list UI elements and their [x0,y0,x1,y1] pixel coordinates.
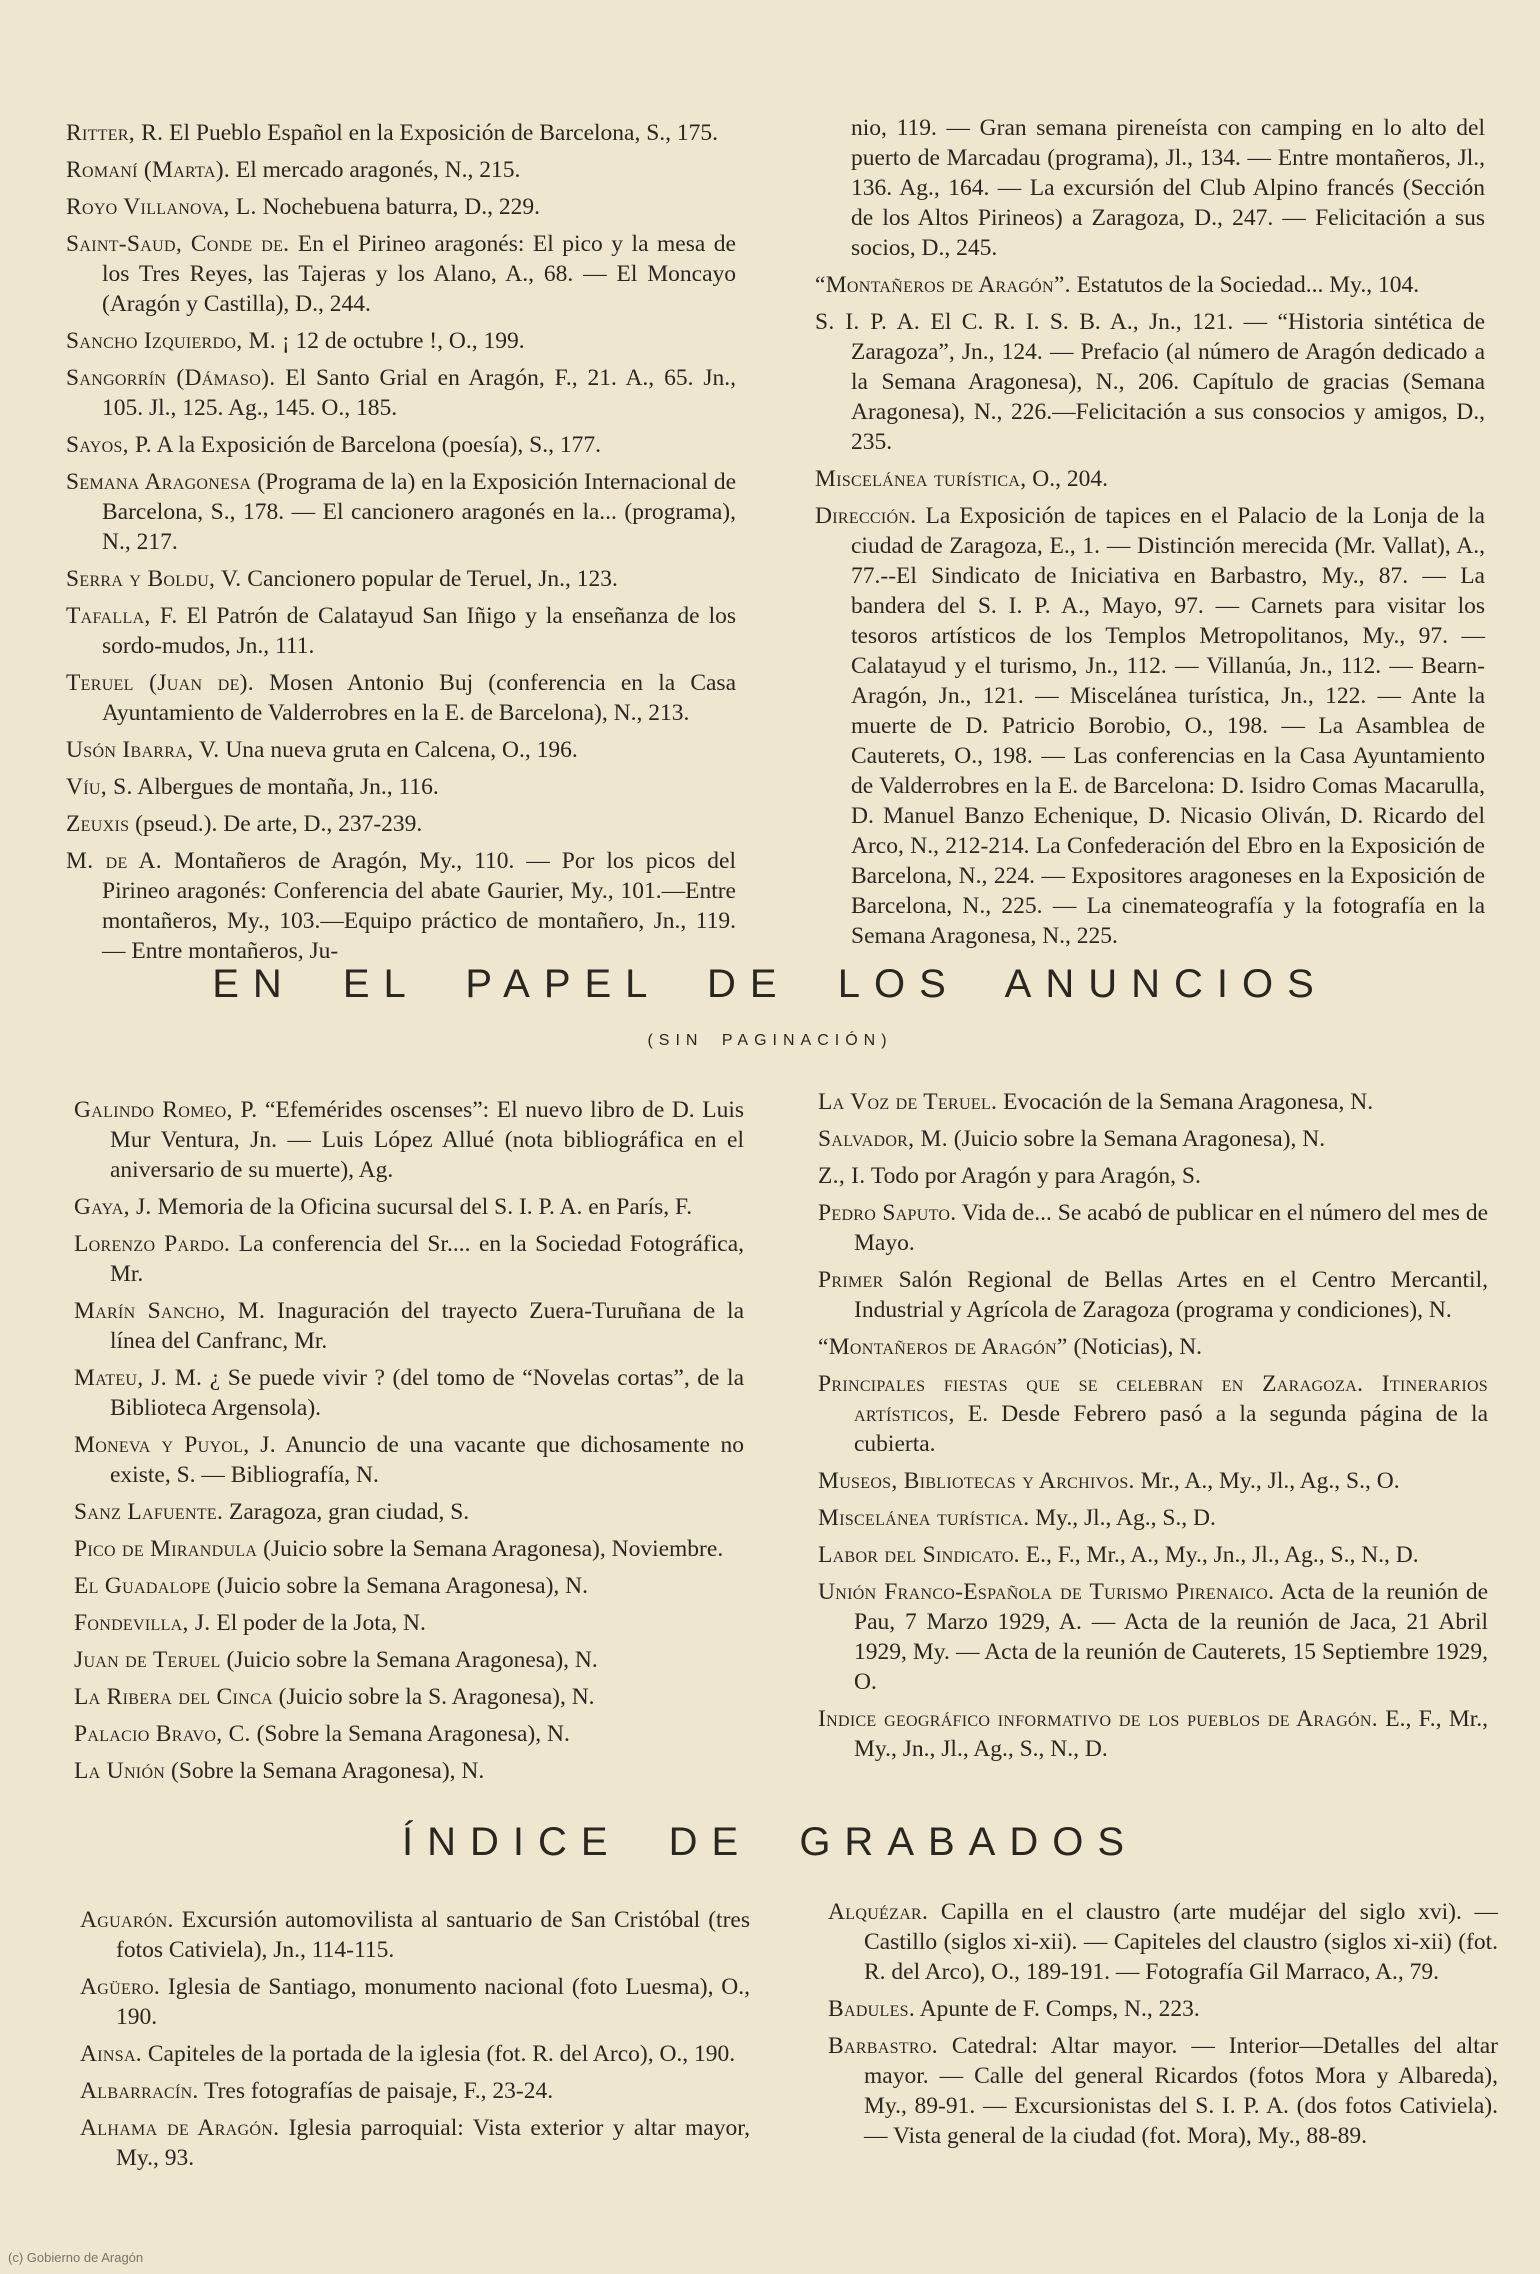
grabados-right-column [828,1897,1498,2158]
index-entry [80,1905,750,1965]
entry-text: Capilla en el claustro (arte mudéjar del siglo xvi). — Castillo (siglos xi-xii). — Capiteles del claustro (siglos xi-xii) (fot. R. del Arco), O., 189-191. — Fotografía Gil Marraco, A., 79. [864,1899,1498,1985]
index-entry [74,1296,744,1356]
entry-headword: Galindo Romeo, P. [74,1097,258,1123]
entry-text: (Sobre la Semana Aragonesa), N. [250,1721,570,1747]
index-entry [74,1756,744,1786]
entry-text: Nochebuena baturra, D., 229. [256,194,540,220]
entry-text: El Patrón de Calatayud San Iñigo y la enseñanza de los sordo-mudos, Jn., 111. [102,603,736,659]
entry-text: My., Jl., Ag., S., D. [1029,1505,1216,1531]
index-entry [818,1369,1488,1459]
entry-text: Zaragoza, gran ciudad, S. [223,1499,470,1525]
index-entry [74,1534,744,1564]
index-entry [74,1363,744,1423]
entry-text: ¿ Se puede vivir ? (del tomo de “Novelas cortas”, de la Biblioteca Argensola). [110,1365,744,1421]
entry-text: El poder de la Jota, N. [210,1610,426,1636]
entry-text: Vida de... Se acabó de publicar en el número del mes de Mayo. [854,1200,1488,1256]
entry-headword: “Montañeros de Aragón” [818,1334,1068,1360]
index-entry [815,464,1485,494]
index-entry [74,1608,744,1638]
index-entry [74,1192,744,1222]
top-right-column [815,113,1485,958]
entry-headword: Palacio Bravo, C. [74,1721,251,1747]
index-entry [818,1577,1488,1697]
entry-text: El mercado aragonés, N., 215. [230,157,521,183]
entry-headword: Saint-Saud, Conde de. [66,231,290,257]
entry-text: Iglesia parroquial: Vista exterior y altar mayor, My., 93. [116,2115,750,2171]
entry-headword: S. I. P. A. [815,309,921,335]
entry-headword: Salvador, M. [818,1126,948,1152]
entry-headword: Albarracín. [80,2078,199,2104]
continued-entry: nio, 119. — Gran semana pireneísta con camping en lo alto del puerto de Marcadau (programa), Jl., 134. — Entre montañeros, Jl., 136. Ag., 164. — La excursión del Club Alpino francés (Sección de los Altos Pirineos) a Zaragoza, D., 247. — Felicitación a sus socios, D., 245. [851,115,1485,261]
entry-headword: La Ribera del Cinca [74,1684,273,1710]
entry-headword: Dirección. [815,503,917,529]
entry-text: El Pueblo Español en la Exposición de Barcelona, S., 175. [163,120,719,146]
index-entry [815,307,1485,457]
index-entry [74,1645,744,1675]
index-entry [818,1503,1488,1533]
index-entry [80,1972,750,2032]
entry-headword: Víu, S. [66,774,133,800]
entry-text: Anuncio de una vacante que dichosamente no existe, S. — Bibliografía, N. [110,1432,744,1488]
entry-text: Iglesia de Santiago, monumento nacional (foto Luesma), O., 190. [116,1974,750,2030]
entry-text: (Juicio sobre la S. Aragonesa), N. [272,1684,595,1710]
index-entry [74,1229,744,1289]
entry-text: Montañeros de Aragón, My., 110. — Por los picos del Pirineo aragonés: Conferencia del abate Gaurier, My., 101.—Entre montañeros, My., 103.—Equipo práctico de montañero, Jn., 119. — Entre montañeros, Ju- [102,848,736,964]
index-entry [818,1540,1488,1570]
entry-headword: Serra y Boldu, V. [66,566,242,592]
index-entry [66,668,736,728]
index-entry [74,1095,744,1185]
entry-text: Estatutos de la Sociedad... My., 104. [1070,272,1420,298]
entry-text: (Juicio sobre la Semana Aragonesa), N. [220,1647,598,1673]
entry-text: (pseud.). De arte, D., 237-239. [129,811,423,837]
index-entry [80,2039,750,2069]
entry-text: El C. R. I. S. B. A., Jn., 121. — “Historia sintética de Zaragoza”, Jn., 124. — Prefacio (al número de Aragón dedicado a la Semana Aragonesa), N., 206. Capítulo de gracias (Semana Aragonesa), N., 226.—Felicitación a sus consocios y amigos, D., 235. [851,309,1485,455]
entry-text: Inaguración del trayecto Zuera-Turuñana de la línea del Canfranc, Mr. [110,1298,744,1354]
index-entry [74,1719,744,1749]
entry-text: O., 204. [1026,466,1108,492]
entry-headword: Unión Franco-Española de Turismo Pirenaico. [818,1579,1275,1605]
index-entry [815,270,1485,300]
entry-text: (Sobre la Semana Aragonesa), N. [165,1758,485,1784]
entry-text: En el Pirineo aragonés: El pico y la mesa de los Tres Reyes, las Tajeras y los Alano, A., 68. — El Moncayo (Aragón y Castilla), D., 244. [102,231,736,317]
entry-headword: Sayos, P. [66,432,152,458]
copyright-footer: (c) Gobierno de Aragón [8,2250,144,2265]
entry-headword: “Montañeros de Aragón”. [815,272,1071,298]
entry-headword: Mateu, J. M. [74,1365,203,1391]
index-entry [828,1897,1498,1987]
entry-headword: Miscelánea turística. [818,1505,1030,1531]
index-entry [818,1124,1488,1154]
entry-headword: Ritter, R. [66,120,164,146]
index-entry [66,192,736,222]
anuncios-right-column [818,1087,1488,1771]
entry-headword: Alquézar. [828,1899,929,1925]
top-left-column [66,118,736,973]
entry-headword: M. de A. [66,848,162,874]
entry-text: Excursión automovilista al santuario de San Cristóbal (tres fotos Cativiela), Jn., 114-115. [116,1907,750,1963]
entry-headword: Z., I. [818,1163,866,1189]
entry-headword: La Voz de Teruel. [818,1089,998,1115]
index-entry [818,1087,1488,1117]
entry-headword: Sangorrín (Dámaso). [66,365,276,391]
entry-headword: Indice geográfico informativo de los pueblos de Aragón. [818,1706,1378,1732]
entry-headword: Miscelánea turística, [815,466,1027,492]
index-entry [66,735,736,765]
entry-headword: Semana Aragonesa [66,469,252,495]
index-entry [66,118,736,148]
entry-headword: Aguarón. [80,1907,174,1933]
entry-headword: Pico de Mirandula [74,1536,258,1562]
entry-headword: El Guadalope [74,1573,211,1599]
entry-headword: Royo Villanova, L. [66,194,257,220]
index-entry [74,1682,744,1712]
index-entry [66,155,736,185]
index-entry [66,363,736,423]
index-entry [818,1466,1488,1496]
grabados-title: ÍNDICE DE GRABADOS [401,1820,1139,1864]
entry-text: (Juicio sobre la Semana Aragonesa), Noviembre. [257,1536,724,1562]
entry-text: Cancionero popular de Teruel, Jn., 123. [241,566,618,592]
entry-headword: Juan de Teruel [74,1647,221,1673]
index-entry [74,1571,744,1601]
entry-text: Acta de la reunión de Pau, 7 Marzo 1929, A. — Acta de la reunión de Jaca, 21 Abril 1929, My. — Acta de la reunión de Cauterets, 15 Septiembre 1929, O. [854,1579,1488,1695]
entry-headword: Badules. [828,1996,916,2022]
index-entry [828,2031,1498,2151]
entry-text: E., F., Mr., My., Jn., Jl., Ag., S., N., D. [854,1706,1489,1762]
index-entry [66,564,736,594]
index-entry [66,601,736,661]
entry-headword: Moneva y Puyol, J. [74,1432,276,1458]
entry-headword: Romaní (Marta). [66,157,231,183]
entry-text: Capiteles de la portada de la iglesia (fot. R. del Arco), O., 190. [141,2041,736,2067]
entry-headword: Fondevilla, J. [74,1610,211,1636]
entry-text: La conferencia del Sr.... en la Sociedad Fotográfica, Mr. [110,1231,744,1287]
index-entry [818,1332,1488,1362]
entry-headword: Primer [818,1267,884,1293]
index-entry [66,430,736,460]
entry-headword: Principales fiestas que se celebran en Zaragoza. Itinerarios artísticos, [818,1371,1488,1427]
entry-text: “Efemérides oscenses”: El nuevo libro de D. Luis Mur Ventura, Jn. — Luis López Allué (nota bibliográfica en el aniversario de su muerte), Ag. [110,1097,745,1183]
index-entry [66,326,736,356]
entry-headword: Labor del Sindicato. [818,1542,1020,1568]
entry-headword: Ainsa. [80,2041,142,2067]
entry-headword: Barbastro. [828,2033,938,2059]
index-entry [74,1430,744,1490]
entry-text: Todo por Aragón y para Aragón, S. [865,1163,1201,1189]
entry-headword: Agüero. [80,1974,161,2000]
entry-headword: Museos, Bibliotecas y Archivos. [818,1468,1135,1494]
index-entry [66,809,736,839]
entry-headword: Lorenzo Pardo. [74,1231,231,1257]
entry-text: Catedral: Altar mayor. — Interior—Detalles del altar mayor. — Calle del general Ricardos (fotos Mora y Albareda), My., 89-91. — Excursionistas del S. I. P. A. (dos fotos Cativiela). — Vista general de la ciudad (fot. Mora), My., 88-89. [864,2033,1498,2149]
entry-text: Evocación de la Semana Aragonesa, N. [997,1089,1374,1115]
grabados-left-column [80,1905,750,2180]
index-entry [815,501,1485,951]
entry-headword: Alhama de Aragón. [80,2115,280,2141]
index-entry [66,846,736,966]
index-entry [66,229,736,319]
entry-headword: Usón Ibarra, V. [66,737,220,763]
anuncios-subtitle: (SIN PAGINACIÓN) [647,1032,893,1049]
index-entry [74,1497,744,1527]
entry-text: Tres fotografías de paisaje, F., 23-24. [198,2078,554,2104]
index-entry [818,1265,1488,1325]
anuncios-left-column [74,1095,744,1793]
entry-headword: Zeuxis [66,811,130,837]
entry-headword: Teruel (Juan de). [66,670,254,696]
anuncios-title: EN EL PAPEL DE LOS ANUNCIOS [212,962,1328,1006]
entry-headword: Gaya, J. [74,1194,152,1220]
entry-text: Mr., A., My., Jl., Ag., S., O. [1134,1468,1400,1494]
entry-headword: La Unión [74,1758,166,1784]
index-entry [66,772,736,802]
entry-text: La Exposición de tapices en el Palacio de la Lonja de la ciudad de Zaragoza, E., 1. — Distinción merecida (Mr. Vallat), A., 77.--El Sindicato de Iniciativa en Barbastro, My., 87. — La bandera del S. I. P. A., Mayo, 97. — Carnets para visitar los tesoros artísticos de los Templos Metropolitanos, My., 97. — Calatayud y el turismo, Jn., 112. — Villanúa, Jn., 112. — Bearn-Aragón, Jn., 121. — Miscelánea turística, Jn., 122. — Ante la muerte de D. Patricio Borobio, O., 198. — La Asamblea de Cauterets, O., 198. — Las conferencias en la Casa Ayuntamiento de Valderrobres en la E. de Barcelona: D. Isidro Comas Macarulla, D. Manuel Banzo Echenique, D. Nicasio Oliván, D. Ricardo del Arco, N., 212-214. La Confederación del Ebro en la Exposición de Barcelona, N., 224. — Expositores aragoneses en la Exposición de Barcelona, N., 225. — La cinemateografía y la fotografía en la Semana Aragonesa, N., 225. [851,503,1485,949]
entry-text: Una nueva gruta en Calcena, O., 196. [219,737,578,763]
entry-text: E., F., Mr., A., My., Jn., Jl., Ag., S., N., D. [1019,1542,1419,1568]
entry-headword: Sanz Lafuente. [74,1499,224,1525]
index-entry [818,1198,1488,1258]
entry-text: (Juicio sobre la Semana Aragonesa), N. [210,1573,588,1599]
entry-text: E. Desde Febrero pasó a la segunda página de la cubierta. [854,1401,1488,1457]
index-entry [80,2113,750,2173]
entry-text: (Programa de la) en la Exposición Internacional de Barcelona, S., 178. — El cancionero aragonés en la... (programa), N., 217. [102,469,737,555]
top-right-list [815,270,1485,951]
entry-text: Albergues de montaña, Jn., 116. [132,774,439,800]
entry-text: A la Exposición de Barcelona (poesía), S., 177. [151,432,601,458]
entry-text: Apunte de F. Comps, N., 223. [915,1996,1200,2022]
index-entry [818,1704,1488,1764]
entry-headword: Pedro Saputo. [818,1200,957,1226]
entry-text: Salón Regional de Bellas Artes en el Centro Mercantil, Industrial y Agrícola de Zaragoza (programa y condiciones), N. [854,1267,1488,1323]
entry-text: Mosen Antonio Buj (conferencia en la Casa Ayuntamiento de Valderrobres en la E. de Barcelona), N., 213. [102,670,737,726]
index-entry [80,2076,750,2106]
entry-text: ¡ 12 de octubre !, O., 199. [275,328,525,354]
index-entry [66,467,736,557]
entry-headword: Tafalla, F. [66,603,178,629]
entry-text: (Juicio sobre la Semana Aragonesa), N. [947,1126,1326,1152]
entry-headword: Sancho Izquierdo, M. [66,328,276,354]
entry-text: Memoria de la Oficina sucursal del S. I. P. A. en París, F. [151,1194,693,1220]
entry-text: (Noticias), N. [1067,1334,1203,1360]
entry-text: El Santo Grial en Aragón, F., 21. A., 65. Jn., 105. Jl., 125. Ag., 145. O., 185. [102,365,736,421]
index-entry [828,1994,1498,2024]
index-entry [818,1161,1488,1191]
entry-headword: Marín Sancho, M. [74,1298,266,1324]
